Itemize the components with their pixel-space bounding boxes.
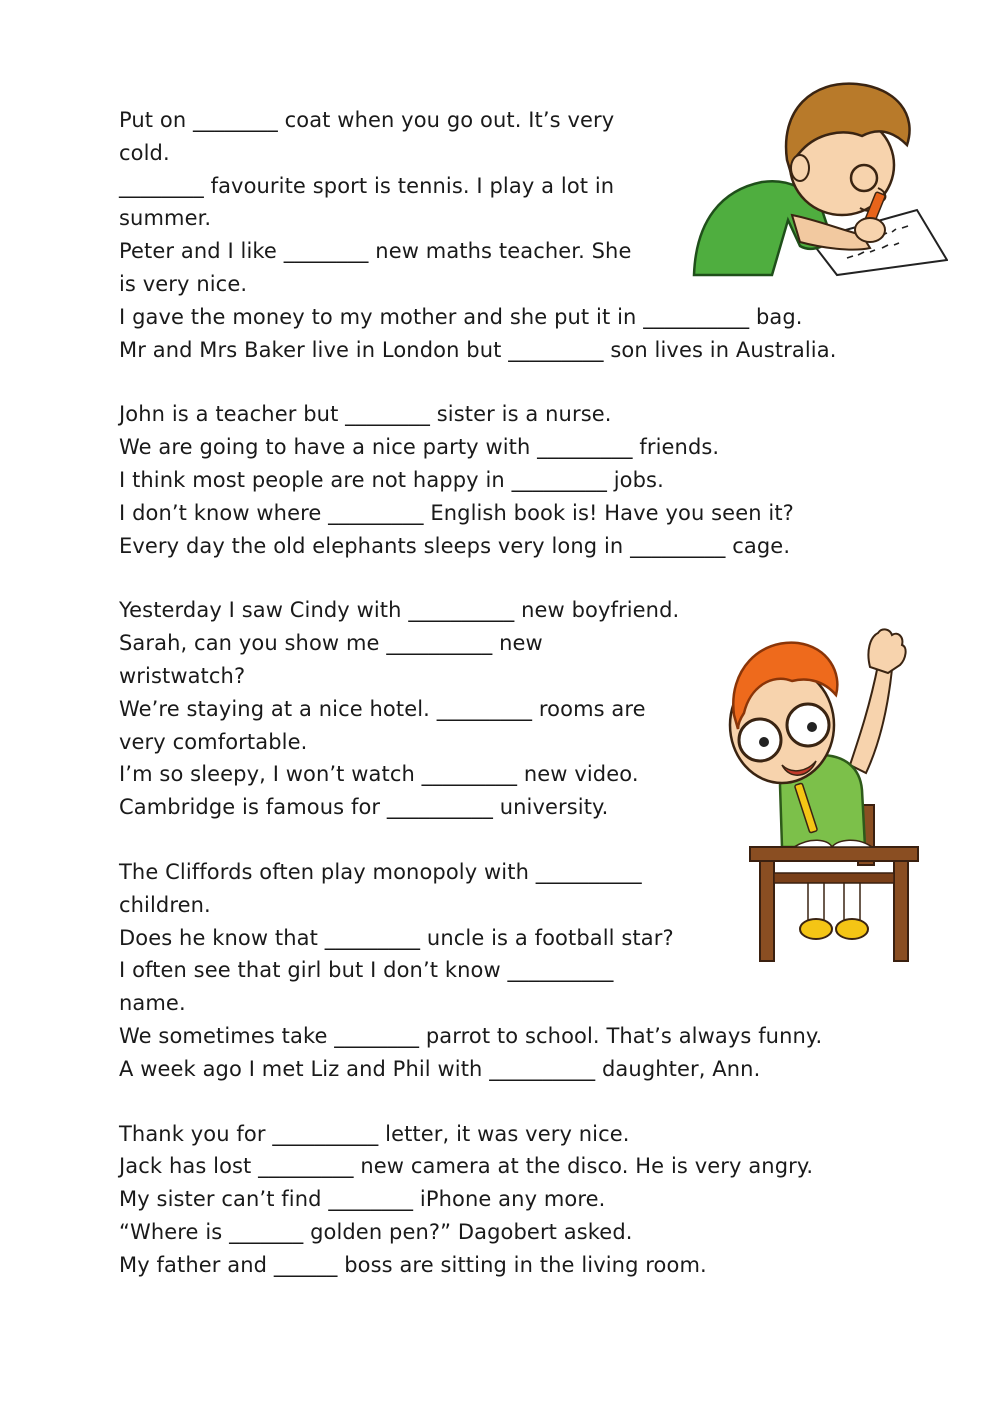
sentence-line: The Cliffords often play monopoly with __________ [119,859,642,884]
sentence-line: Mr and Mrs Baker live in London but _________ son lives in Australia. [119,337,837,362]
sentence-line: We are going to have a nice party with _________ friends. [119,435,720,460]
sentence-line: cold. [119,140,170,165]
sentence-line: Thank you for __________ letter, it was very nice. [119,1121,630,1146]
sentence-line: “Where is _______ golden pen?” Dagobert asked. [119,1219,633,1244]
sentence-line: My sister can’t find ________ iPhone any more. [119,1187,606,1212]
sentence-line: Peter and I like ________ new maths teacher. She [119,239,632,264]
sentence-line: A week ago I met Liz and Phil with __________ daughter, Ann. [119,1056,761,1081]
sentence-line: children. [119,892,211,917]
sentence-line: Yesterday I saw Cindy with __________ new boyfriend. [119,598,680,623]
sentence-line: Sarah, can you show me __________ new [119,631,543,656]
sentence-line: Put on ________ coat when you go out. It’s very [119,108,615,132]
sentence-line: I often see that girl but I don’t know __________ [119,958,614,983]
sentence-line: is very nice. [119,271,248,296]
sentence-line: very comfortable. [119,729,308,754]
sentence-line: ________ favourite sport is tennis. I play a lot in [119,173,615,198]
raised-arm [850,665,892,773]
sentence-line: Cambridge is famous for __________ university. [119,795,609,820]
sentence-line: Does he know that _________ uncle is a football star? [119,925,674,950]
sentence-group-5 [119,1118,919,1282]
shoe [800,919,832,939]
sentence-group-2 [119,398,919,562]
sentence-line: I think most people are not happy in _________ jobs. [119,467,664,492]
sentence-line: name. [119,991,186,1016]
hand [855,218,885,242]
ear [791,155,809,181]
boy-writing-illustration [692,70,948,280]
sentence-line: I don’t know where _________ English book is! Have you seen it? [119,500,794,525]
sentence-line: We’re staying at a nice hotel. _________ rooms are [119,696,646,721]
sentence-line: Every day the old elephants sleeps very long in _________ cage. [119,533,791,558]
sentence-line: We sometimes take ________ parrot to school. That’s always funny. [119,1023,823,1048]
sentence-line: summer. [119,206,212,231]
boy-at-desk-illustration [720,625,920,970]
sentence-line: I gave the money to my mother and she put it in __________ bag. [119,304,803,329]
sentence-line: My father and ______ boss are sitting in the living room. [119,1252,707,1277]
desk [750,847,918,861]
sentence-line: John is a teacher but ________ sister is a nurse. [119,402,612,427]
sentence-line: I’m so sleepy, I won’t watch _________ new video. [119,762,639,787]
raised-hand [868,629,905,673]
sentence-line: wristwatch? [119,663,246,688]
sentence-line: Jack has lost _________ new camera at the disco. He is very angry. [119,1154,814,1179]
